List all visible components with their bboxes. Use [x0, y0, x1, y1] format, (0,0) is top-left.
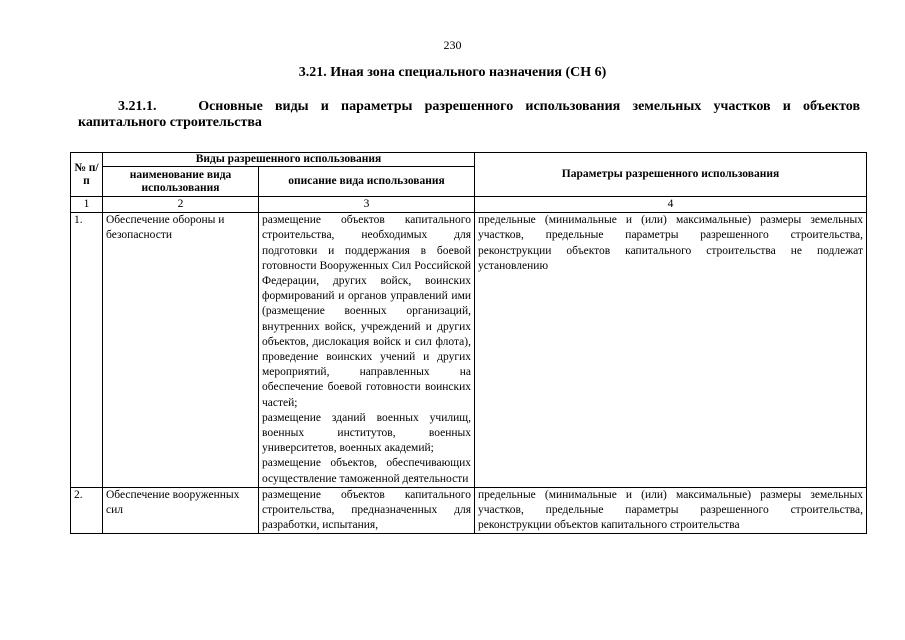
usage-description: размещение объектов капитального строительства, предназначенных для разработки, испытания, [259, 487, 475, 534]
page-number: 230 [443, 38, 462, 52]
header-name: наименование вида использования [103, 167, 259, 197]
index-cell: 1 [71, 197, 103, 213]
row-number: 1. [71, 213, 103, 488]
usage-parameters: предельные (минимальные и (или) максимальные) размеры земельных участков, предельные параметры разрешенного строительства, реконструкции объектов капитального строительства не подлежат установлению [475, 213, 867, 488]
description-paragraph: размещение зданий военных училищ, военных институтов, военных университетов, военных академий; [262, 411, 471, 455]
header-usage-types: Виды разрешенного использования [103, 153, 475, 167]
land-use-table [70, 152, 867, 534]
subsection-number: 3.21.1. [118, 99, 157, 114]
description-paragraph: размещение объектов, обеспечивающих осуществление таможенной деятельности [262, 457, 471, 485]
usage-name: Обеспечение обороны и безопасности [103, 213, 259, 488]
index-cell: 3 [259, 197, 475, 213]
header-num: № п/п [71, 153, 103, 197]
usage-description [259, 213, 475, 488]
header-description: описание вида использования [259, 167, 475, 197]
table-row [71, 213, 867, 488]
subsection-heading [78, 99, 860, 131]
index-cell: 4 [475, 197, 867, 213]
header-parameters: Параметры разрешенного использования [475, 153, 867, 197]
row-number: 2. [71, 487, 103, 534]
table-row [71, 487, 867, 534]
section-title: 3.21. Иная зона специального назначения (СН 6) [298, 65, 607, 80]
usage-name: Обеспечение вооруженных сил [103, 487, 259, 534]
index-cell: 2 [103, 197, 259, 213]
subsection-title: Основные виды и параметры разрешенного использования земельных участков и объектов капитального строительства [78, 99, 860, 130]
usage-parameters: предельные (минимальные и (или) максимальные) размеры земельных участков, предельные параметры разрешенного строительства, реконструкции объектов капитального строительства [475, 487, 867, 534]
description-paragraph: размещение объектов капитального строительства, необходимых для подготовки и поддержания в боевой готовности Вооруженных Сил Российской Федерации, других войск, воинских формирований и органов управлений ими (размещение военных организаций, внутренних войск, учреждений и других объектов, дислокация войск и сил флота), проведение воинских учений и других мероприятий, направленных на обеспечение боевой готовности воинских частей; [262, 214, 471, 409]
